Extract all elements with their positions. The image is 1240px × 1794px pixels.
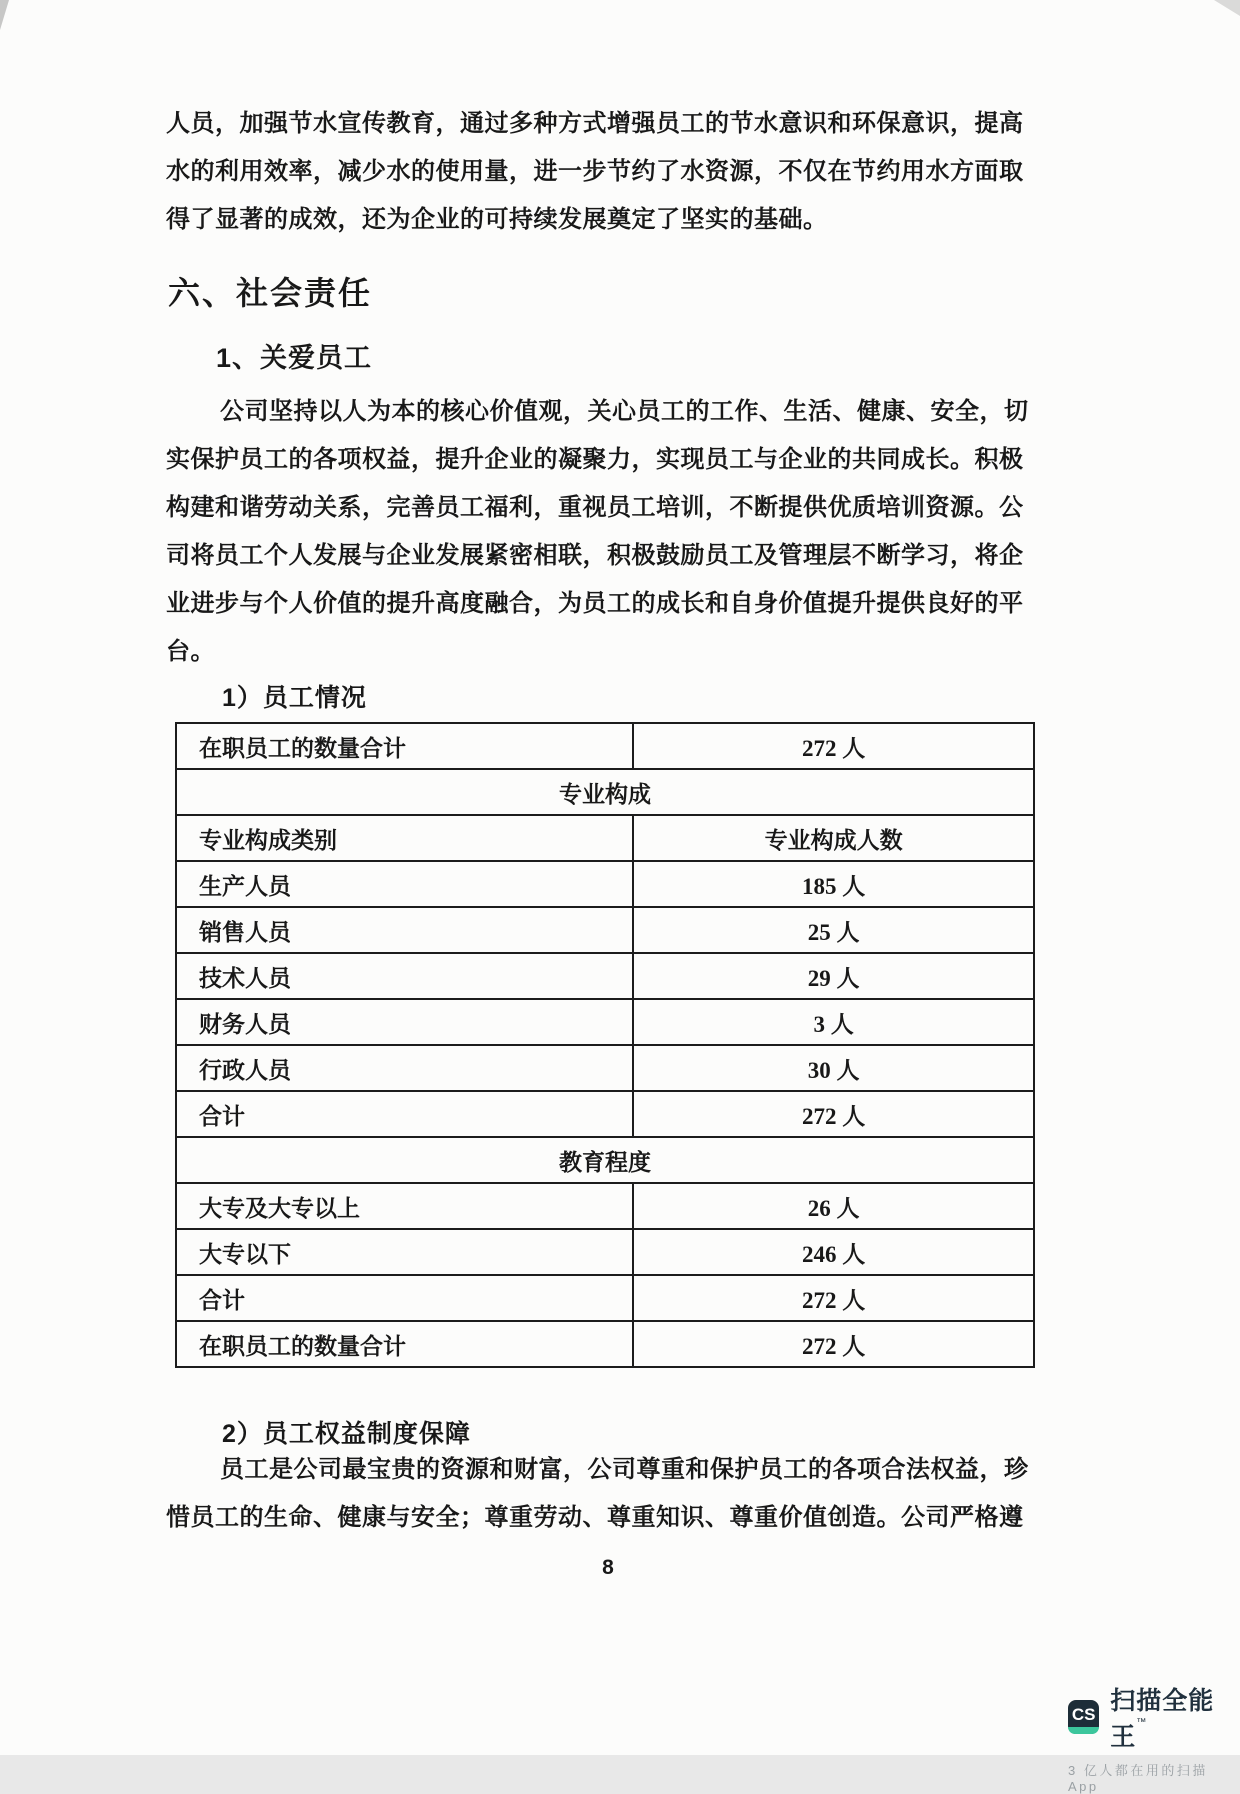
table-cell-value: 272 人 [633, 1275, 1034, 1321]
list-heading-employee-situation: 1）员工情况 [222, 684, 367, 712]
paragraph-line: 员工是公司最宝贵的资源和财富，公司尊重和保护员工的各项合法权益，珍 [220, 1457, 1029, 1483]
table-row [176, 723, 1034, 769]
paragraph-line: 台。 [166, 639, 215, 665]
paragraph-employee-rights [166, 1446, 1078, 1542]
scan-artifact-top-left [0, 0, 9, 30]
camscanner-logo-icon [1068, 1700, 1099, 1734]
paragraph-line: 司将员工个人发展与企业发展紧密相联，积极鼓励员工及管理层不断学习，将企 [166, 543, 1024, 569]
table-cell-label: 在职员工的数量合计 [176, 1321, 633, 1367]
page-number: 8 [602, 1556, 614, 1579]
camscanner-logo-text: CS [1071, 1705, 1096, 1724]
table-cell-value: 专业构成人数 [633, 815, 1034, 861]
table-row [176, 953, 1034, 999]
scan-artifact-top-right [1214, 0, 1240, 16]
table-row [176, 769, 1034, 815]
table-row [176, 1137, 1034, 1183]
table-cell-label: 销售人员 [176, 907, 633, 953]
table-cell-label: 生产人员 [176, 861, 633, 907]
table-cell-value: 185 人 [633, 861, 1034, 907]
paragraph-line: 水的利用效率，减少水的使用量，进一步节约了水资源，不仅在节约用水方面取 [166, 159, 1024, 185]
table-cell-label: 大专及大专以上 [176, 1183, 633, 1229]
table-cell-value: 272 人 [633, 723, 1034, 769]
paragraph-line: 业进步与个人价值的提升高度融合，为员工的成长和自身价值提升提供良好的平 [166, 591, 1024, 617]
table-row [176, 907, 1034, 953]
table-row [176, 861, 1034, 907]
table-cell-value: 272 人 [633, 1091, 1034, 1137]
table-cell-label: 行政人员 [176, 1045, 633, 1091]
table-row [176, 815, 1034, 861]
list-heading-employee-rights: 2）员工权益制度保障 [222, 1420, 471, 1448]
table-cell-label: 专业构成类别 [176, 815, 633, 861]
table-cell-value: 3 人 [633, 999, 1034, 1045]
table-cell-value: 30 人 [633, 1045, 1034, 1091]
table-cell-value: 246 人 [633, 1229, 1034, 1275]
camscanner-logo-accent-bar [1068, 1727, 1099, 1734]
paragraph-line: 惜员工的生命、健康与安全；尊重劳动、尊重知识、尊重价值创造。公司严格遵 [166, 1505, 1024, 1531]
table-cell-label: 技术人员 [176, 953, 633, 999]
table-cell-label: 财务人员 [176, 999, 633, 1045]
trademark-symbol: ™ [1136, 1717, 1148, 1728]
table-cell-label: 在职员工的数量合计 [176, 723, 633, 769]
table-cell-label: 大专以下 [176, 1229, 633, 1275]
table-row [176, 1091, 1034, 1137]
table-cell-label: 合计 [176, 1275, 633, 1321]
table-cell-value: 26 人 [633, 1183, 1034, 1229]
table-cell-label: 合计 [176, 1091, 633, 1137]
table-cell-value: 25 人 [633, 907, 1034, 953]
table-span-header: 专业构成 [176, 769, 1034, 815]
table-row [176, 999, 1034, 1045]
paragraph-line: 得了显著的成效，还为企业的可持续发展奠定了坚实的基础。 [166, 207, 828, 233]
paragraph-line: 人员，加强节水宣传教育，通过多种方式增强员工的节水意识和环保意识，提高 [166, 111, 1024, 137]
paragraph-water-saving [166, 100, 1078, 244]
table-cell-value: 272 人 [633, 1321, 1034, 1367]
table-row [176, 1183, 1034, 1229]
table-row [176, 1321, 1034, 1367]
table-cell-value: 29 人 [633, 953, 1034, 999]
table-row [176, 1275, 1034, 1321]
camscanner-watermark [1068, 1681, 1240, 1794]
paragraph-line: 实保护员工的各项权益，提升企业的凝聚力，实现员工与企业的共同成长。积极 [166, 447, 1024, 473]
paragraph-line: 公司坚持以人为本的核心价值观，关心员工的工作、生活、健康、安全，切 [220, 399, 1029, 425]
table-row [176, 1045, 1034, 1091]
camscanner-tagline: 3 亿人都在用的扫描 App [1068, 1763, 1208, 1794]
table-span-header: 教育程度 [176, 1137, 1034, 1183]
employee-statistics-table [175, 722, 1035, 1368]
section-heading-social-responsibility: 六、社会责任 [168, 275, 373, 311]
subsection-heading-care-employees: 1、关爱员工 [216, 343, 373, 373]
table-row [176, 1229, 1034, 1275]
camscanner-brand-name: 扫描全能王™ [1110, 1687, 1215, 1751]
paragraph-line: 构建和谐劳动关系，完善员工福利，重视员工培训，不断提供优质培训资源。公 [166, 495, 1024, 521]
paragraph-employee-care [166, 388, 1078, 676]
